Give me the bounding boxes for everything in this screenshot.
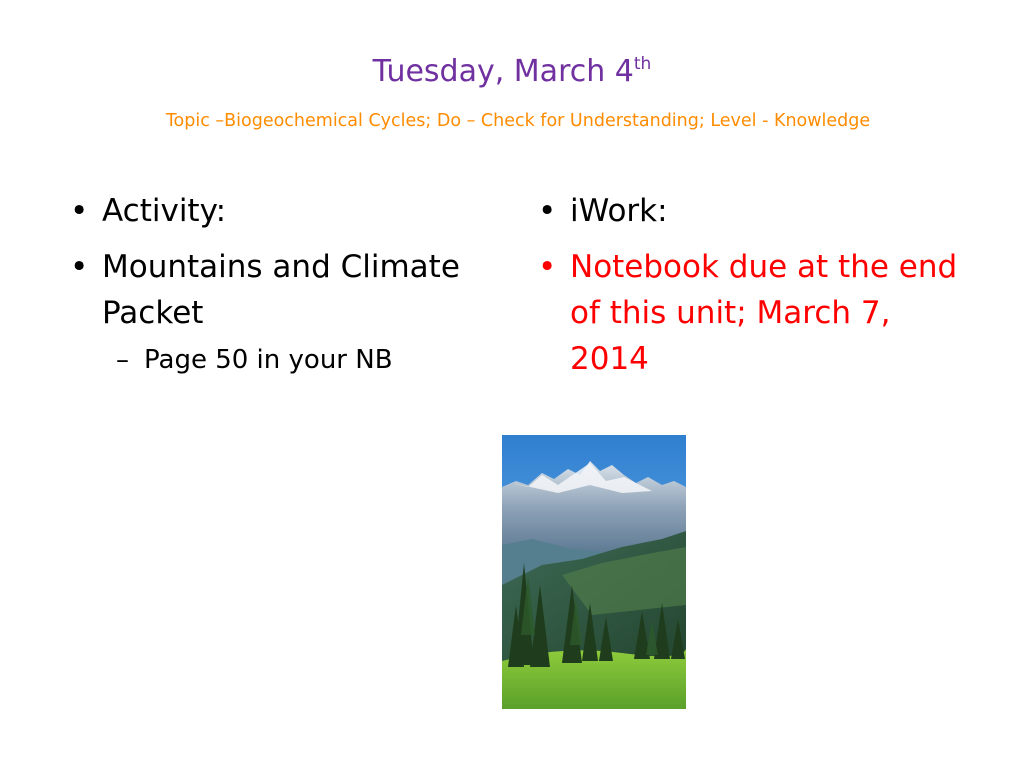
bullet-text: Mountains and Climate Packet [102,249,460,331]
dash-icon: – [116,345,129,375]
bullet-activity [60,188,480,234]
bullet-iwork [528,188,978,234]
left-column [60,188,480,378]
bullet-notebook-due [528,244,978,382]
bullet-text: Activity: [102,193,227,229]
mountain-landscape-photo [502,435,686,709]
bullet-dot-icon: • [538,193,557,229]
sub-bullet-page [60,342,480,378]
bullet-dot-icon: • [70,249,89,285]
sub-bullet-text: Page 50 in your NB [144,345,393,375]
slide-title [0,52,1024,92]
right-column [528,188,978,392]
title-superscript: th [633,54,652,74]
bullet-text: iWork: [570,193,668,229]
bullet-dot-icon: • [70,193,89,229]
mountain-landscape-icon [502,435,686,709]
slide-subtitle: Topic –Biogeochemical Cycles; Do – Check for Understanding; Level - Knowledge [165,111,871,131]
bullet-packet [60,244,480,336]
bullet-text: Notebook due at the end of this unit; March 7, 2014 [570,249,958,377]
bullet-dot-icon: • [538,249,557,285]
title-text: Tuesday, March 4 [372,54,634,89]
